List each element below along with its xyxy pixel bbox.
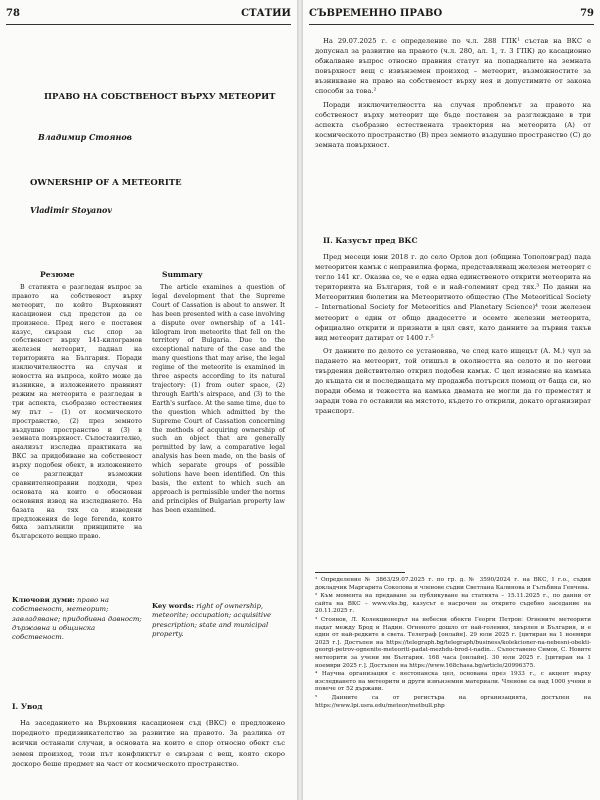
keywords-label: Ключови думи:	[12, 596, 75, 604]
resume-heading: Резюме	[40, 270, 75, 279]
page-number-left: 78	[6, 8, 20, 19]
footnote: ³ Стоянов, Л. Колекционерът на небесни обекти Георги Петров: Огнените метеорити падат между Брод и Надин. Огненото дошло от най-големия, хвърлен в България, и е един от най-редките в света. Телеграф [онлайн]. 29 юли 2025 г. [цитиран на 1 ноември 2025 г.]. Достъпен на https://telegraph.bg/telegraph/business/kolekcioner-na-nebesni-obekti-georgi-petrov-ognenite-meteoriti-padat-mezhdu-brod-i-nadin... Съпоставено Симов, С. Новите метеорити за учени вм България. 168 часа [онлайн]. 30 юли 2025 г. [цитиран на 1 ноември 2025 г.]. Достъпен на https://www.168chasa.bg/article/20996375.	[315, 616, 591, 669]
footnote: ¹ Определение № 3863/29.07.2025 г. по гр. д. № 3590/2024 г. на ВКС, I г.о., съдия докладчик Маргарита Соколова и членове съдии Светлана Калинова и Гълъбина Генчева.	[315, 577, 591, 591]
paragraph-4: От данните по делото се установява, че след като ищецът (А. М.) чул за падането на метеорит, той отишъл в околността на селото и по негови твърдения действително открил подобен камък. С цел изнасяне на камъка до къщата си и последващата му продажба потърсил помощ от баща си, но поради обема и тежестта на камъка двамата не могли да го преместят и заради това го оставили на мястото, където го открили, докато организират транспорт.	[315, 346, 591, 416]
footnote-rule	[315, 572, 405, 573]
keywords-text: право на собственост, метеорит; завладяване; придобивна давност; държавна и общинска собственост.	[12, 596, 142, 642]
right-running-head	[309, 8, 594, 24]
keywords-en	[152, 602, 285, 639]
paragraph-3: Пред месеци юни 2018 г. до село Орлов дол (община Тополовград) пада метеоритен камък с неправилна форма, представляващ железен метеорит с тегло 141 кг. Оказва се, че е една една единственото открити метеорита на територията на България, той е и най-големият сред тях.³ По данни на Метеоритния бюлетин на Метеоритното общество (The Meteoritical Society – International Society for Meteoritics and Planetary Science)⁴ този железен метеорит е един от общо двадесетте и осемте железни метеорита, официално открити и признати в цял свят, като данните за първия такъв вид метеорит датират от 1400 г.⁵	[315, 253, 591, 342]
summary-body	[152, 284, 285, 602]
keywords-bg	[12, 596, 142, 642]
left-page	[0, 0, 297, 800]
section-heading-case: II. Казусът пред ВКС	[323, 236, 418, 245]
right-body-main	[315, 252, 591, 564]
summary-heading: Summary	[162, 270, 203, 279]
footnote: ⁵ Данните са от регистъра на организацията, достъпен на https://www.lpi.usra.edu/meteor/metbull.php	[315, 694, 591, 709]
paragraph-2: Поради изключителността на случая проблемът за правото на собственост върху метеорит ще бъде поставен за разглеждане в три аспекта съобразно естествената траектория на метеорита (А) от космическото пространство (В) през земното въздушно пространство (С) до земната повърхност.	[315, 100, 591, 149]
keywords-en-label: Key words:	[152, 602, 195, 610]
author-name-bg: Владимир Стоянов	[38, 132, 132, 142]
footnotes	[315, 577, 591, 795]
footnote: ⁴ Научна организация с нестопанска цел, основана през 1933 г., с акцент върху изследването на метеорити и други извънземни материали. Членове са над 1000 учени в повече от 52 държави.	[315, 671, 591, 693]
keywords-en-text: right of ownership, meteorite; occupation; acquisitive prescription; state and municipal property.	[152, 602, 272, 638]
section-heading-intro: I. Увод	[12, 702, 43, 711]
footnote: ² Към момента на предаване за публикуване на статията – 15.11.2025 г., по данни от сайта на ВКС – www.vks.bg, казусът е насрочен за открито съдебно заседание на 20.11.2025 г.	[315, 593, 591, 615]
article-title-bg: ПРАВО НА СОБСТВЕНОСТ ВЪРХУ МЕТЕОРИТ	[44, 92, 276, 102]
author-name-en: Vladimir Stoyanov	[30, 205, 113, 215]
resume-body	[12, 284, 142, 592]
intro-paragraph: На заседанието на Върховния касационен съд (ВКС) е предложено поредното предизвикателство за развитие на правото. За разлика от всички останали случаи, в основата на които е спор относно обект със земен произход, този път конфликтът е свързан с вещ, която скоро доскоро беше предмет на част от космическото пространство.	[12, 719, 285, 768]
summary-paragraph: The article examines a question of legal development that the Supreme Court of Cassation is about to answer. It has been presented with a case involving a dispute over ownership of a 141-kilogram iron meteorite that fell on the territory of Bulgaria. Due to the exceptional nature of the case and the many questions that may arise, the legal regime of the meteorite is examined in three aspects according to its natural trajectory: (1) from outer space, (2) through Earth's airspace, and (3) to the Earth's surface. At the same time, due to the question which admitted by the Supreme Court of Cassation concerning the methods of acquiring ownership of such an object that are generally permitted by law, a comparative legal analysis has been made, on the basis of which separate groups of possible solutions have been identified. On this basis, the extent to which such an approach is permissible under the norms and principles of Bulgarian property law has been examined.	[152, 284, 285, 514]
page-number-right: 79	[580, 8, 594, 19]
right-page	[303, 0, 600, 800]
article-title-en: OWNERSHIP OF A METEORITE	[30, 178, 182, 188]
running-head-left: СТАТИИ	[241, 8, 291, 19]
left-running-head	[6, 8, 291, 24]
right-body-top	[315, 36, 591, 222]
running-head-right: СЪВРЕМЕННО ПРАВО	[309, 8, 443, 19]
intro-body	[12, 718, 285, 796]
paragraph-1: На 29.07.2025 г. с определение по ч.л. 288 ГПК¹ състав на ВКС е допуснал за развитие на правото (ч.л. 280, ал. 1, т. 3 ГПК) до касационно обжалване въпрос относно правния статут на попадналите на земната повърхност вещ с извънземен произход – метеорит, възможностите за възникване на право на собственост върху нея и допустимите от закона способи за това.²	[315, 37, 591, 96]
resume-paragraph: В статията е разгледан въпрос за правото на собственост върху метеорит, по който Върховният касационен съд предстои да се произнесе. Пред него е поставен казус, свързан със спор за собственост върху 141-килограмов железен метеорит, паднал на територията на България. Поради изключителността на случая и новостта на въпроса, който може да възникне, в изложението правният режим на метеорита е разгледан в три аспекта, съобразно естествения му път – (1) от космическото пространство, (2) през земното въздушно пространство и (3) в земната повърхност. Съпоставително, анализът изследва практиката на ВКС за придобиване на собственост върху подобен обект, в изложението се разглеждат възможни сравнителноправни подходи, чрез основата на които е обоснован основния извод на изследването. На базата на тях са изведени предложения de lege ferenda, които биха запълнили принципите на българското вещно право.	[12, 284, 142, 541]
